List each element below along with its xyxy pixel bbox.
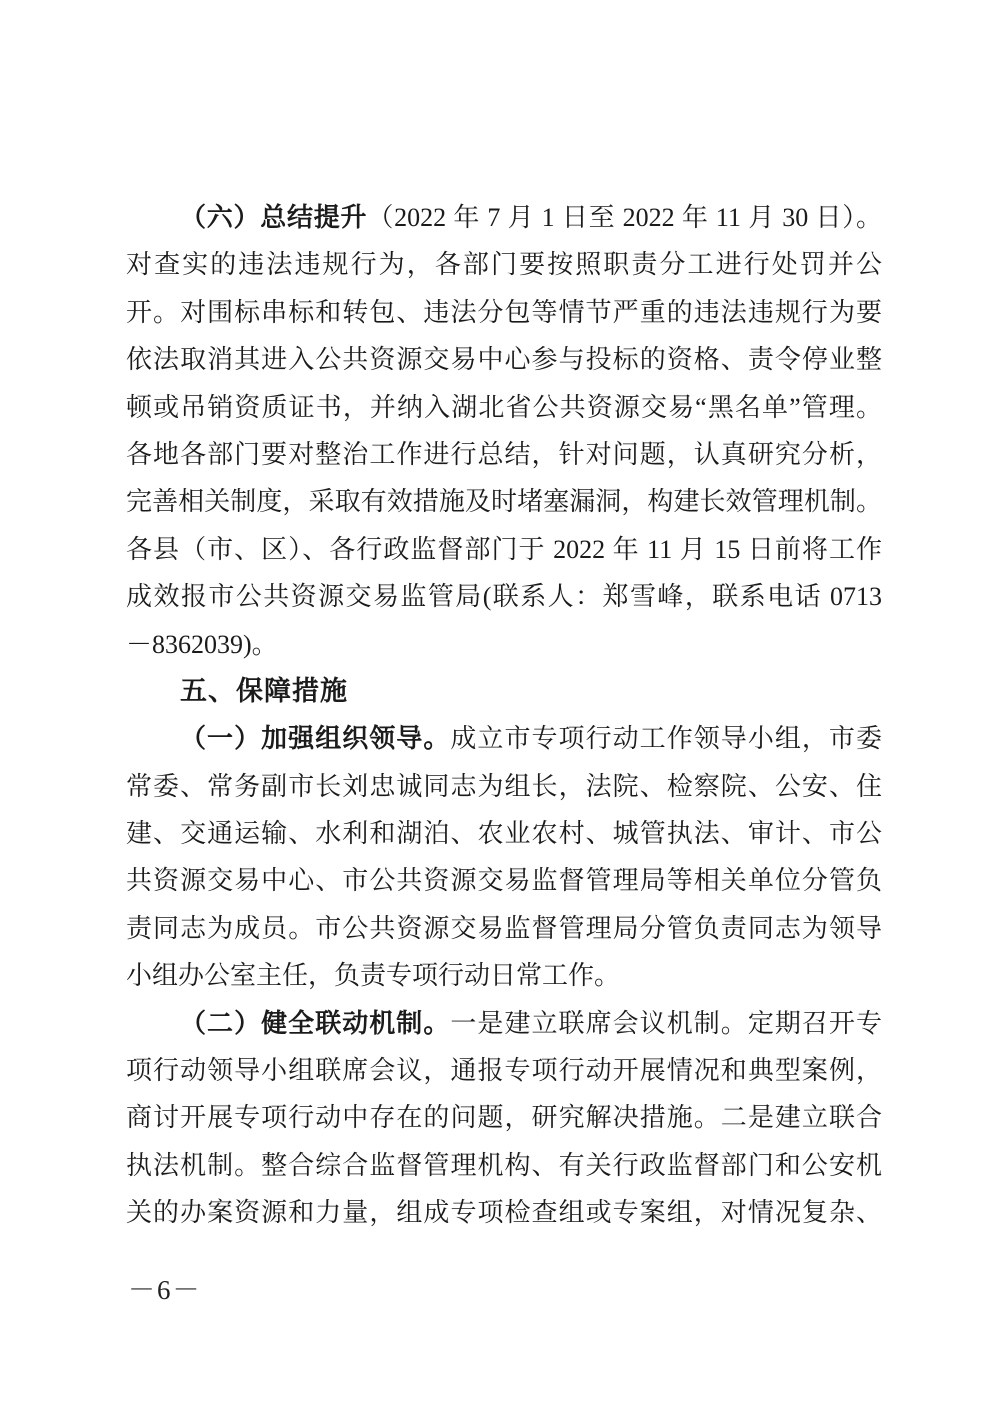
text-line [126,478,882,525]
text-line [126,289,882,336]
document-body [126,194,882,1237]
text-line [126,1047,882,1094]
page-number: －6－ [128,1275,202,1305]
paragraph-lead-bold: （六）总结提升 [180,203,368,232]
text-run: 成立市专项行动工作领导小组，市委 [450,724,882,754]
text-run: 关的办案资源和力量，组成专项检查组或专案组，对情况复杂、 [126,1198,882,1228]
text-line [126,526,882,573]
text-run: 执法机制。整合综合监督管理机构、有关行政监督部门和公安机 [126,1150,882,1180]
text-line [126,905,882,952]
section-heading [126,668,882,715]
text-run: 常委、常务副市长刘忠诚同志为组长，法院、检察院、公安、住 [126,771,882,801]
text-line [126,952,882,999]
text-line [126,763,882,810]
text-line [126,857,882,904]
text-line [126,431,882,478]
text-line [126,1142,882,1189]
text-line [126,384,882,431]
text-line [126,621,882,668]
text-run: 各县（市、区）、各行政监督部门于 2022 年 11 月 15 日前将工作 [126,534,882,564]
text-run: 成效报市公共资源交易监管局(联系人：郑雪峰，联系电话 0713 [126,582,882,612]
text-line [126,336,882,383]
text-run: 小组办公室主任，负责专项行动日常工作。 [126,961,621,991]
paragraph-lead-bold: （二）健全联动机制。 [180,1008,451,1038]
text-run: 商讨开展专项行动中存在的问题，研究解决措施。二是建立联合 [126,1103,882,1133]
paragraph-lead-bold: （一）加强组织领导。 [180,724,451,754]
text-run: 顿或吊销资质证书，并纳入湖北省公共资源交易“黑名单”管理。 [126,392,882,422]
text-line [126,715,882,762]
text-line [126,194,882,241]
text-run: 一是建立联席会议机制。定期召开专 [450,1008,882,1038]
text-run: 各地各部门要对整治工作进行总结，针对问题，认真研究分析， [126,439,882,469]
text-line [126,1000,882,1047]
text-line [126,1094,882,1141]
text-run: 开。对围标串标和转包、违法分包等情节严重的违法违规行为要 [126,297,882,327]
text-run: （2022 年 7 月 1 日至 2022 年 11 月 30 日）。 [367,203,882,232]
text-run: 责同志为成员。市公共资源交易监督管理局分管负责同志为领导 [126,913,882,943]
text-run: 对查实的违法违规行为，各部门要按照职责分工进行处罚并公 [126,250,882,280]
section-heading-text: 五、保障措施 [180,675,348,706]
text-run: 依法取消其进入公共资源交易中心参与投标的资格、责令停业整 [126,345,882,375]
text-line [126,573,882,620]
text-run: 共资源交易中心、市公共资源交易监督管理局等相关单位分管负 [126,866,882,896]
text-run: －8362039)。 [126,629,278,659]
text-line [126,810,882,857]
text-line [126,1189,882,1236]
text-run: 建、交通运输、水利和湖泊、农业农村、城管执法、审计、市公 [126,819,882,849]
text-line [126,241,882,288]
text-run: 项行动领导小组联席会议，通报专项行动开展情况和典型案例， [126,1056,882,1086]
text-run: 完善相关制度，采取有效措施及时堵塞漏洞，构建长效管理机制。 [126,487,882,517]
